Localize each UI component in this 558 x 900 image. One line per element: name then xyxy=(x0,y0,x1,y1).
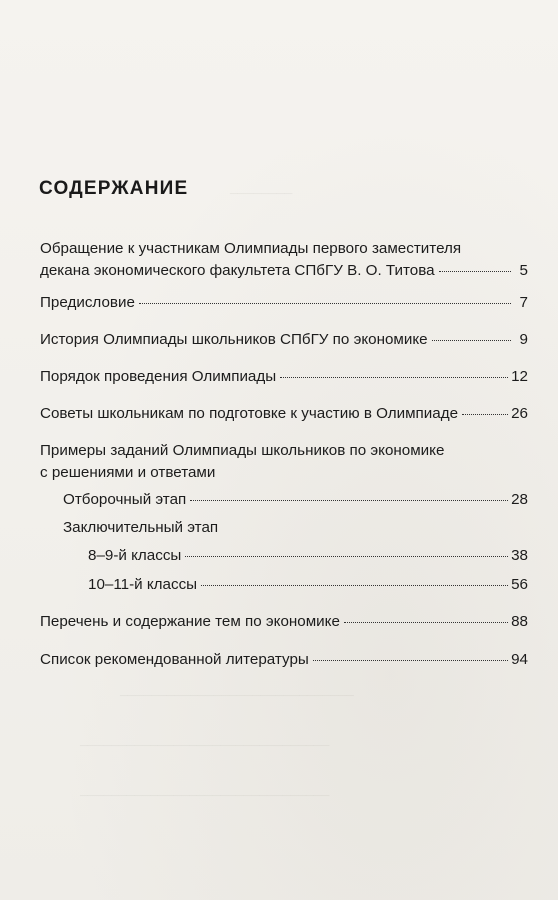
show-through-text: ──────────────────────────────── xyxy=(80,740,330,752)
toc-entry-line xyxy=(40,329,528,351)
toc-subentry[interactable] xyxy=(88,545,528,567)
toc-entry-line xyxy=(40,366,528,388)
toc-entry-line xyxy=(40,292,528,314)
toc-entry-title: 10–11-й классы xyxy=(88,576,198,593)
toc-entry-line xyxy=(40,238,528,260)
toc-page-number: 12 xyxy=(511,368,528,385)
toc-entry-line xyxy=(63,489,528,511)
toc-page-number: 56 xyxy=(511,576,528,593)
toc-page-number: 26 xyxy=(511,405,528,422)
toc-entry-line xyxy=(40,611,528,633)
dot-leader xyxy=(462,414,508,415)
toc-page-number: 5 xyxy=(519,262,528,279)
dot-leader xyxy=(313,660,508,661)
toc-entry-title: Список рекомендованной литературы xyxy=(40,651,309,668)
toc-entry-line xyxy=(40,649,528,671)
toc-entry[interactable] xyxy=(40,403,528,425)
page-title: СОДЕРЖАНИЕ xyxy=(39,178,189,199)
toc-entry-line xyxy=(88,545,528,567)
toc-subentry[interactable] xyxy=(63,489,528,511)
toc-entry-title: Предисловие xyxy=(40,294,135,311)
toc-subheading[interactable] xyxy=(63,517,528,539)
toc-page-number: 94 xyxy=(511,651,528,668)
dot-leader xyxy=(344,622,508,623)
toc-entry[interactable] xyxy=(40,238,528,282)
dot-leader xyxy=(280,377,508,378)
toc-subentry[interactable] xyxy=(88,574,528,596)
show-through-text: ──────────────────────────────── xyxy=(80,790,330,802)
toc-entry[interactable] xyxy=(40,611,528,633)
toc-entry-title: декана экономического факультета СПбГУ В. О. Титова xyxy=(40,262,435,279)
dot-leader xyxy=(190,500,508,501)
toc-entry-title: 8–9-й классы xyxy=(88,547,182,564)
dot-leader xyxy=(201,585,508,586)
toc-entry-title: с решениями и ответами xyxy=(40,464,216,481)
toc-page-number: 88 xyxy=(511,613,528,630)
dot-leader xyxy=(432,340,511,341)
toc-entry-title: История Олимпиады школьников СПбГУ по экономике xyxy=(40,331,428,348)
toc-entry-title: Примеры заданий Олимпиады школьников по экономике xyxy=(40,442,445,459)
show-through-text: ────────────────────────────── xyxy=(120,690,354,702)
toc-entry-line xyxy=(40,403,528,425)
toc-page-number: 7 xyxy=(519,294,528,311)
toc-entry-line xyxy=(40,260,528,282)
toc-entry-title: Советы школьникам по подготовке к участию в Олимпиаде xyxy=(40,405,459,422)
toc-entry-title: Порядок проведения Олимпиады xyxy=(40,368,277,385)
dot-leader xyxy=(439,271,511,272)
show-through-text: ──────── xyxy=(230,188,293,200)
toc-entry-line xyxy=(40,462,528,484)
toc-entry-title: Заключительный этап xyxy=(63,519,219,536)
toc-entry-line xyxy=(63,517,528,539)
toc-entry-title: Отборочный этап xyxy=(63,491,187,508)
toc-entry[interactable] xyxy=(40,292,528,314)
dot-leader xyxy=(185,556,508,557)
toc-page-number: 38 xyxy=(511,547,528,564)
toc-entry[interactable] xyxy=(40,366,528,388)
toc-entry-title: Обращение к участникам Олимпиады первого заместителя xyxy=(40,240,462,257)
toc-entry[interactable] xyxy=(40,329,528,351)
toc-entry-line xyxy=(40,440,528,462)
toc-entry-title: Перечень и содержание тем по экономике xyxy=(40,613,340,630)
dot-leader xyxy=(139,303,511,304)
toc-entry[interactable] xyxy=(40,649,528,671)
toc-page-number: 28 xyxy=(511,491,528,508)
toc-section-heading[interactable] xyxy=(40,440,528,484)
toc-page-number: 9 xyxy=(519,331,528,348)
toc-entry-line xyxy=(88,574,528,596)
